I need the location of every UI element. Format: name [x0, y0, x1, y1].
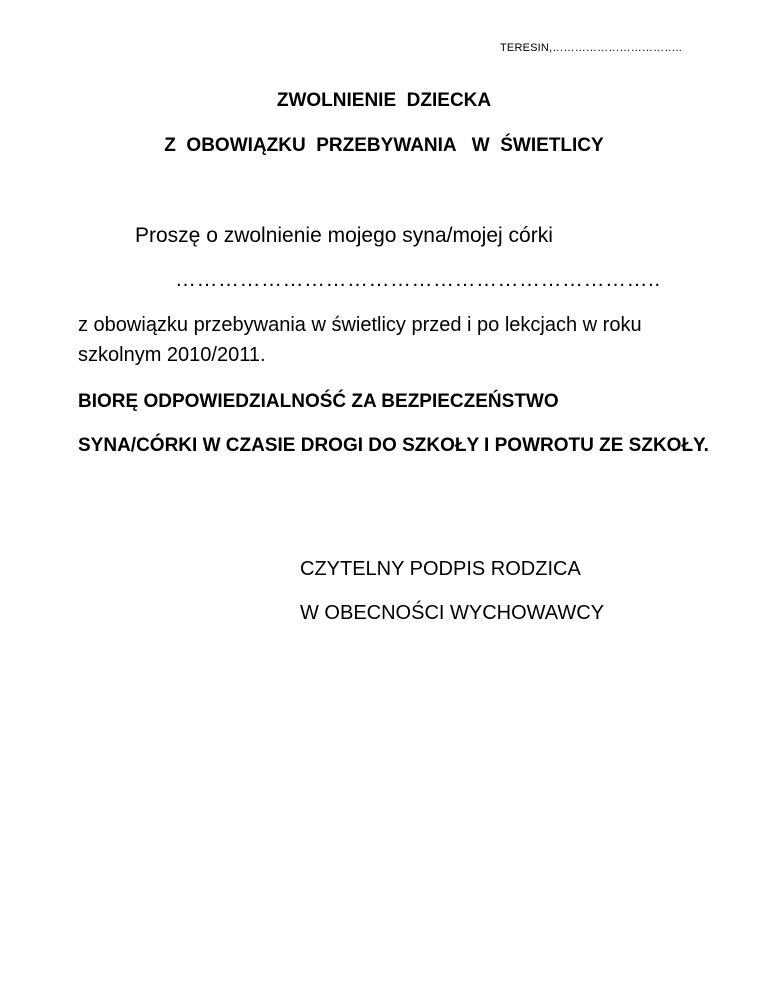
child-name-blank: …………………………………………………………..: [175, 268, 661, 291]
document-subtitle: Z OBOWIĄZKU PRZEBYWANIA W ŚWIETLICY: [164, 135, 604, 156]
signature-witness-label: W OBECNOŚCI WYCHOWAWCY: [300, 602, 605, 624]
responsibility-statement-line2: SYNA/CÓRKI W CZASIE DROGI DO SZKOŁY I POWROTU ZE SZKOŁY.: [78, 435, 709, 456]
place-date-line: TERESIN,……………………………..: [500, 42, 683, 54]
request-text: Proszę o zwolnienie mojego syna/mojej córki: [135, 224, 553, 247]
document-title: ZWOLNIENIE DZIECKA: [276, 90, 492, 111]
signature-label: CZYTELNY PODPIS RODZICA: [300, 558, 581, 580]
body-paragraph: z obowiązku przebywania w świetlicy przed i po lekcjach w roku szkolnym 2010/2011.: [78, 314, 642, 366]
responsibility-statement-line1: BIORĘ ODPOWIEDZIALNOŚĆ ZA BEZPIECZEŃSTWO: [78, 391, 559, 412]
